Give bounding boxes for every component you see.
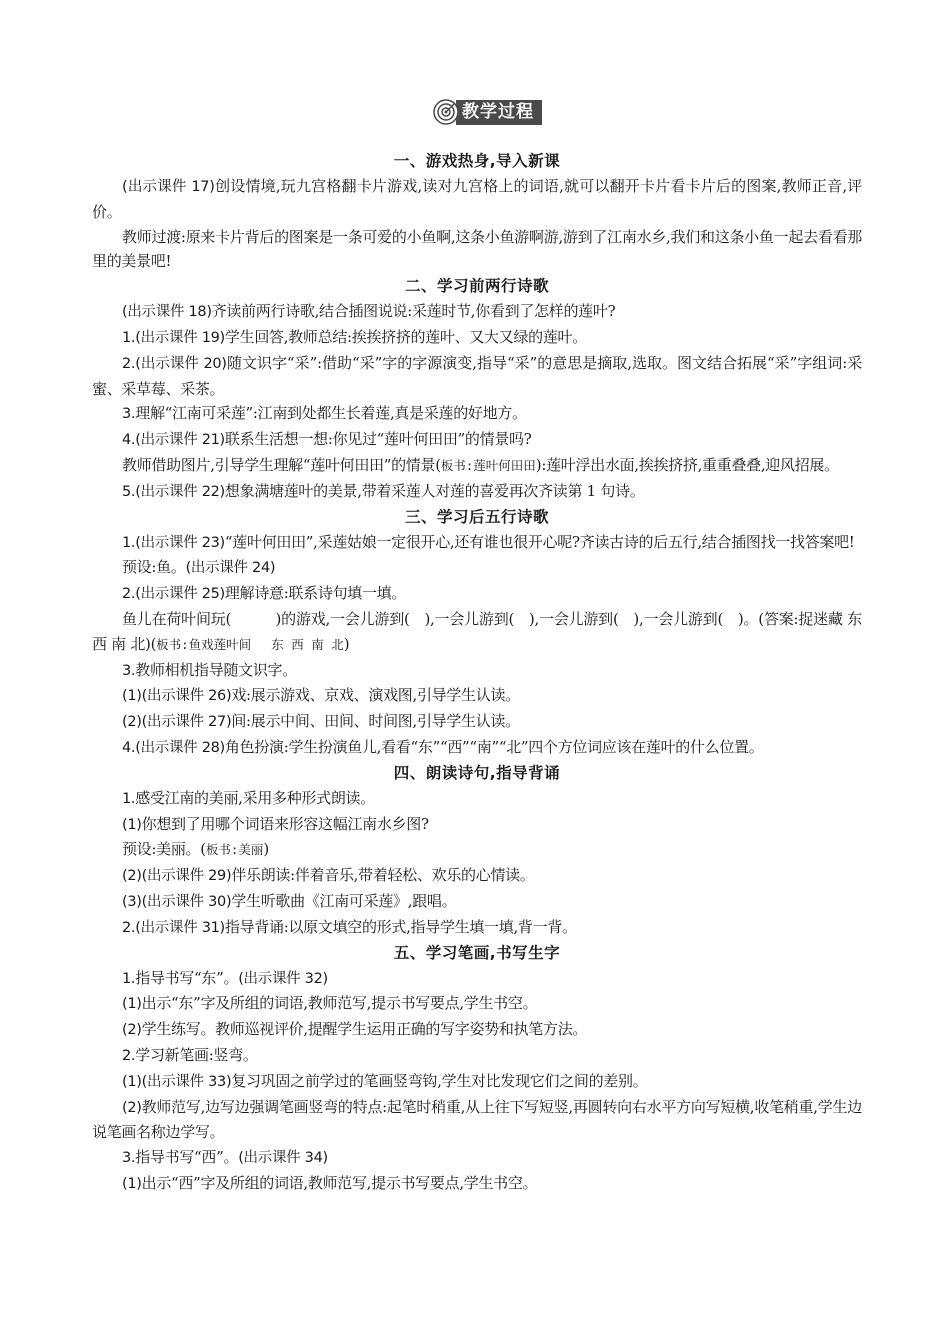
lesson-paragraph <box>92 225 862 275</box>
lesson-paragraph <box>92 735 862 761</box>
lesson-paragraph <box>92 1145 862 1171</box>
section-heading: 五、学习笔画,书写生字 <box>393 943 561 962</box>
step-marker: (2)(出示课件 29) <box>122 868 232 885</box>
step-marker: (2) <box>122 1022 142 1039</box>
courseware-marker: (出示课件 32) <box>238 970 328 987</box>
lesson-paragraph <box>92 966 862 992</box>
lesson-paragraph <box>92 812 862 838</box>
lesson-paragraph <box>92 863 862 889</box>
section-heading: 三、学习后五行诗歌 <box>404 507 549 526</box>
courseware-marker: (出示课件 24) <box>185 560 276 577</box>
paragraph-text: 感受江南的美丽,采用多种形式朗读。 <box>135 788 375 807</box>
step-marker: (1)(出示课件 26) <box>122 688 232 705</box>
paragraph-text: 指导背诵:以原文填空的形式,指导学生填一填,背一背。 <box>224 917 577 936</box>
step-marker: 5.(出示课件 22) <box>122 483 225 500</box>
paragraph-text: 角色扮演:学生扮演鱼儿,看看“东”“西”“南”“北”四个方位词应该在莲叶的什么位置。 <box>224 737 764 756</box>
paragraph-text: 伴乐朗读:伴着音乐,带着轻松、欢乐的心情读。 <box>231 866 535 885</box>
paragraph-text: 学生听歌曲《江南可采莲》,跟唱。 <box>231 891 457 910</box>
paragraph-text-tail: ) <box>343 634 350 653</box>
step-marker: 1. <box>122 970 136 987</box>
paragraph-text: “莲叶何田田”,采莲姑娘一定很开心,还有谁也很开心呢?齐读古诗的后五行,结合插图找一找答案吧! <box>224 532 855 551</box>
step-marker: (2)(出示课件 27) <box>122 714 232 731</box>
paragraph-text: 创设情境,玩九宫格翻卡片游戏,读对九宫格上的词语,就可以翻开卡片看卡片后的图案,教师正音,评价。 <box>92 177 862 221</box>
lesson-paragraph <box>92 174 862 225</box>
step-marker: (2) <box>122 1099 142 1116</box>
lesson-paragraph <box>92 530 862 556</box>
paragraph-text: 预设:美丽。( <box>122 840 206 859</box>
target-icon <box>433 99 459 125</box>
lesson-paragraph <box>92 1095 862 1146</box>
lesson-paragraph <box>92 325 862 351</box>
paragraph-text: 出示“东”字及所组的词语,教师范写,提示书写要点,学生书空。 <box>141 994 538 1013</box>
step-marker: 4.(出示课件 21) <box>122 432 225 449</box>
step-marker: (1) <box>122 816 142 833</box>
step-marker: (出示课件 17) <box>122 179 215 195</box>
step-marker: 2. <box>122 1047 136 1064</box>
lesson-paragraph <box>92 581 862 607</box>
paragraph-text: 教师过渡:原来卡片背后的图案是一条可爱的小鱼啊,这条小鱼游啊游,游到了江南水乡,我们和这条小鱼一起去看看那里的美景吧! <box>92 227 862 271</box>
step-marker: (1) <box>122 1175 142 1192</box>
step-marker: 2.(出示课件 25) <box>122 586 225 603</box>
lesson-paragraph <box>92 991 862 1017</box>
step-marker: 3. <box>122 662 136 679</box>
paragraph-text: 想象满塘莲叶的美景,带着采莲人对莲的喜爱再次齐读第 1 句诗。 <box>224 481 645 500</box>
paragraph-text: 教师范写,边写边强调笔画竖弯的特点:起笔时稍重,从上往下写短竖,再圆转向右水平方向写短横,收笔稍重,学生边说笔画名称边学写。 <box>92 1097 862 1142</box>
paragraph-text: 联系生活想一想:你见过“莲叶何田田”的情景吗? <box>224 430 532 449</box>
paragraph-text: 鱼儿在荷叶间玩( )的游戏,一会儿游到( ),一会儿游到( ),一会儿游到( ),一会儿游到( )。(答案:捉迷藏 东 西 南 北)( <box>92 609 862 653</box>
step-marker: 2.(出示课件 20) <box>122 355 227 372</box>
lesson-paragraph <box>92 709 862 735</box>
paragraph-text: 出示“西”字及所组的词语,教师范写,提示书写要点,学生书空。 <box>141 1173 538 1192</box>
paragraph-text: 复习巩固之前学过的笔画竖弯钩,学生对比发现它们之间的差别。 <box>231 1071 648 1090</box>
step-marker: 1.(出示课件 19) <box>122 329 225 346</box>
paragraph-text: 预设:鱼。 <box>122 558 186 577</box>
paragraph-text: 学生回答,教师总结:挨挨挤挤的莲叶、又大又绿的莲叶。 <box>224 327 587 346</box>
section-banner <box>433 97 542 127</box>
banner-title: 教学过程 <box>456 100 542 125</box>
paragraph-text: 随文识字“采”:借助“采”字的字源演变,指导“采”的意思是摘取,选取。图文结合拓展“采”字组词:采蜜、采草莓、采茶。 <box>92 353 862 398</box>
step-marker: 3. <box>122 1150 136 1167</box>
lesson-paragraph <box>92 915 862 941</box>
step-marker: 1.(出示课件 23) <box>122 534 225 551</box>
courseware-marker: (出示课件 34) <box>238 1150 328 1167</box>
lesson-paragraph <box>92 1069 862 1095</box>
lesson-paragraph <box>92 1017 862 1043</box>
lesson-paragraph <box>92 401 862 427</box>
lesson-paragraph <box>92 427 862 453</box>
paragraph-text: 齐读前两行诗歌,结合插图说说:采莲时节,你看到了怎样的莲叶? <box>211 302 616 321</box>
step-marker: (1) <box>122 996 142 1013</box>
lesson-content <box>92 149 862 1197</box>
lesson-paragraph <box>92 889 862 915</box>
lesson-paragraph <box>92 1171 862 1197</box>
paragraph-text-tail: ) <box>263 840 269 859</box>
lesson-paragraph <box>92 837 862 863</box>
paragraph-text: 戏:展示游戏、京戏、演戏图,引导学生认读。 <box>231 686 520 705</box>
lesson-paragraph <box>92 1043 862 1069</box>
paragraph-text: 理解“江南可采莲”:江南到处都生长着莲,真是采莲的好地方。 <box>135 404 527 423</box>
paragraph-text: 学生练写。教师巡视评价,提醒学生运用正确的写字姿势和执笔方法。 <box>141 1020 588 1039</box>
section-heading: 四、朗读诗句,指导背诵 <box>393 763 561 782</box>
paragraph-text: 指导书写“东”。 <box>135 968 239 987</box>
paragraph-text: 教师借助图片,引导学生理解“莲叶何田田”的情景( <box>122 455 441 474</box>
lesson-paragraph <box>92 658 862 684</box>
section-heading: 二、学习前两行诗歌 <box>404 277 549 296</box>
lesson-paragraph <box>92 683 862 709</box>
step-marker: (3)(出示课件 30) <box>122 893 232 910</box>
paragraph-text: 教师相机指导随文识字。 <box>135 660 297 679</box>
blackboard-note: 板书:莲叶何田田 <box>440 457 536 473</box>
paragraph-text: 学习新笔画:竖弯。 <box>135 1045 258 1064</box>
step-marker: 1. <box>122 790 136 807</box>
paragraph-text: 指导书写“西”。 <box>135 1148 239 1167</box>
lesson-paragraph <box>92 453 862 479</box>
lesson-paragraph <box>92 479 862 505</box>
lesson-paragraph <box>92 555 862 581</box>
step-marker: (1)(出示课件 33) <box>122 1073 232 1090</box>
lesson-paragraph <box>92 786 862 812</box>
blackboard-note: 板书:美丽 <box>205 842 264 858</box>
paragraph-text: 间:展示中间、田间、时间图,引导学生认读。 <box>231 712 520 731</box>
blackboard-note: 板书:鱼戏莲叶间 东 西 南 北 <box>156 636 344 652</box>
step-marker: (出示课件 18) <box>122 304 212 321</box>
section-heading: 一、游戏热身,导入新课 <box>393 152 561 170</box>
lesson-paragraph <box>92 351 862 402</box>
step-marker: 3. <box>122 406 136 423</box>
lesson-paragraph <box>92 299 862 325</box>
lesson-paragraph <box>92 607 862 658</box>
step-marker: 2.(出示课件 31) <box>122 919 225 936</box>
paragraph-text: 理解诗意:联系诗句填一填。 <box>224 584 407 603</box>
paragraph-text: 你想到了用哪个词语来形容这幅江南水乡图? <box>141 814 429 833</box>
paragraph-text-tail: ):莲叶浮出水面,挨挨挤挤,重重叠叠,迎风招展。 <box>535 455 839 474</box>
step-marker: 4.(出示课件 28) <box>122 739 225 756</box>
